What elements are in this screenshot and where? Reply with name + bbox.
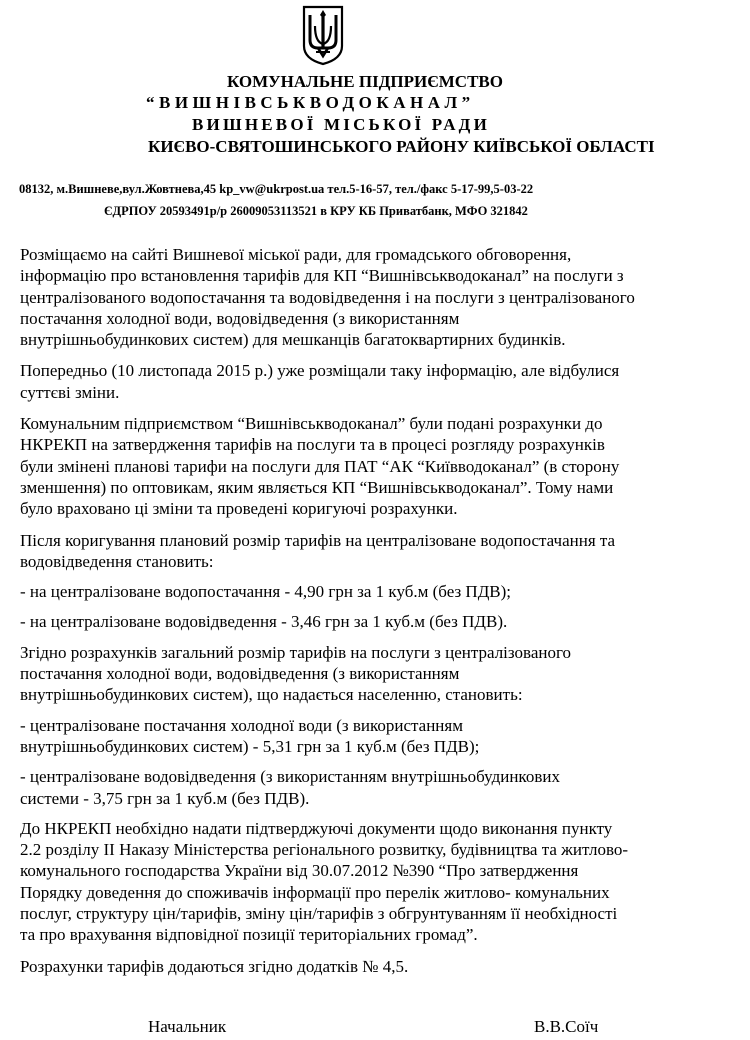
paragraph-publication-notice — [20, 244, 740, 350]
tariff-drainage-intrahouse — [20, 766, 740, 809]
text-line: комунального господарства України від 30.07.2012 №390 “Про затвердження — [20, 861, 579, 881]
paragraph-required-documents — [20, 818, 740, 946]
text-line: - централізоване водовідведення (з використанням внутрішньобудинкових — [20, 767, 560, 787]
text-line: - на централізоване водовідведення - 3,46 грн за 1 куб.м (без ПДВ). — [20, 612, 508, 632]
text-line: постачання холодної води, водовідведення (з використанням — [20, 308, 460, 328]
text-line: Порядку доведення до споживачів інформації про перелік житлово- комунальних — [20, 882, 610, 902]
text-line: системи - 3,75 грн за 1 куб.м (без ПДВ). — [20, 788, 310, 808]
trident-emblem-icon — [301, 4, 345, 66]
city-council-heading: ВИШНЕВОЇ МІСЬКОЇ РАДИ — [192, 115, 490, 134]
text-line: постачання холодної води, водовідведення (з використанням — [20, 664, 460, 684]
text-line: внутрішньобудинкових систем), що надається населенню, становить: — [20, 685, 523, 705]
contact-address-line: 08132, м.Вишневе,вул.Жовтнева,45 kp_vw@ukrpost.ua тел.5-16-57, тел./факс 5-17-99,5-03-22 — [19, 182, 534, 196]
bank-details-line: ЄДРПОУ 20593491р/р 26009053113521 в КРУ КБ Приватбанк, МФО 321842 — [104, 204, 528, 218]
paragraph-previous-publication — [20, 360, 740, 403]
company-name-heading: “ВИШНІВСЬКВОДОКАНАЛ” — [146, 93, 475, 112]
tariff-cold-water-intrahouse — [20, 715, 740, 758]
text-line: водовідведення становить: — [20, 551, 214, 571]
tariff-water-supply — [20, 581, 740, 602]
text-line: були змінені планові тарифи на послуги для ПАТ “АК “Київводоканал” (в сторону — [20, 456, 620, 476]
text-line: Попередньо (10 листопада 2015 р.) уже розміщали таку інформацію, але відбулися — [20, 361, 620, 381]
text-line: НКРЕКП на затвердження тарифів на послуги та в процесі розгляду розрахунків — [20, 435, 605, 455]
text-line: До НКРЕКП необхідно надати підтверджуючі документи щодо виконання пункту — [20, 818, 613, 838]
text-line: Після коригування плановий розмір тарифів на централізоване водопостачання та — [20, 530, 616, 550]
text-line: інформацію про встановлення тарифів для КП “Вишнівськводоканал” на послуги з — [20, 266, 624, 286]
text-line: 2.2 розділу ІІ Наказу Міністерства регіонального розвитку, будівництва та житлово- — [20, 840, 629, 860]
paragraph-population-tariffs — [20, 642, 740, 706]
signatory-name: В.В.Соїч — [534, 1017, 599, 1036]
text-line: суттєві зміни. — [20, 382, 120, 402]
text-line: Згідно розрахунків загальний розмір тарифів на послуги з централізованого — [20, 642, 572, 662]
company-type-heading: КОМУНАЛЬНЕ ПІДПРИЄМСТВО — [227, 72, 503, 91]
text-line: централізованого водопостачання та водовідведення і на послуги з централізованого — [20, 287, 635, 307]
tariff-drainage — [20, 611, 740, 632]
district-region-heading: КИЄВО-СВЯТОШИНСЬКОГО РАЙОНУ КИЇВСЬКОЇ ОБЛАСТІ — [148, 137, 655, 156]
paragraph-planned-tariffs — [20, 530, 740, 573]
text-line: Розміщаємо на сайті Вишневої міської ради, для громадського обговорення, — [20, 245, 572, 264]
text-line: внутрішньобудинкових систем) - 5,31 грн за 1 куб.м (без ПДВ); — [20, 736, 480, 756]
text-line: - на централізоване водопостачання - 4,90 грн за 1 куб.м (без ПДВ); — [20, 582, 512, 602]
signatory-title: Начальник — [148, 1017, 227, 1036]
text-line: зменшення) по оптовикам, яким являється КП “Вишнівськводоканал”. Тому нами — [20, 477, 614, 497]
text-line: внутрішньобудинкових систем) для мешканців багатоквартирних будинків. — [20, 330, 566, 350]
text-line: та про врахування відповідної позиції територіальних громад”. — [20, 925, 478, 945]
letter-body — [20, 244, 740, 977]
text-line: послуг, структуру цін/тарифів, зміну цін/тарифів з обгрунтуванням її необхідності — [20, 904, 618, 924]
paragraph-calculations — [20, 413, 740, 519]
text-line: Розрахунки тарифів додаються згідно додатків № 4,5. — [20, 956, 409, 976]
text-line: - централізоване постачання холодної води (з використанням — [20, 715, 463, 735]
text-line: Комунальним підприємством “Вишнівськводоканал” були подані розрахунки до — [20, 414, 603, 434]
paragraph-attachments — [20, 956, 740, 977]
text-line: було враховано ці зміни та проведені коригуючі розрахунки. — [20, 499, 458, 519]
